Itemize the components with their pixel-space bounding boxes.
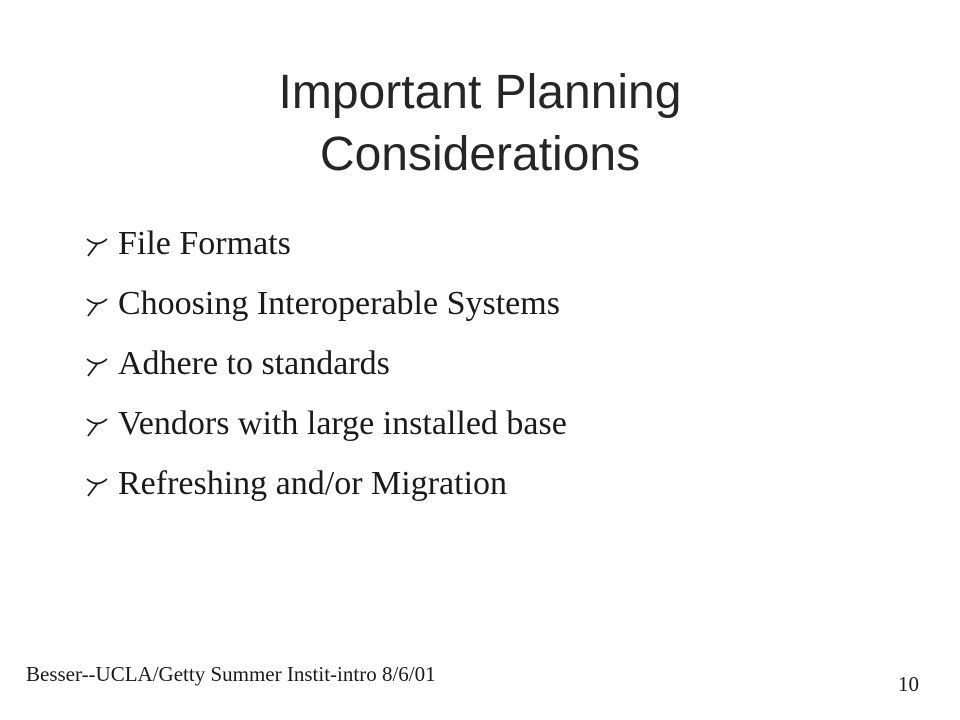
slide-title-line-1: Important Planning [278, 66, 682, 119]
curved-bullet-icon [84, 236, 110, 258]
bullet-item [84, 394, 904, 454]
curved-bullet-icon [84, 296, 110, 318]
bullet-item [84, 274, 904, 334]
bullet-text: File Formats [118, 225, 291, 262]
bullet-text: Vendors with large installed base [118, 405, 567, 442]
slide-title [120, 62, 840, 186]
bullet-item [84, 454, 904, 514]
slide-title-line-2: Considerations [319, 128, 641, 181]
curved-bullet-icon [84, 416, 110, 438]
bullet-text: Refreshing and/or Migration [118, 465, 508, 502]
curved-bullet-icon [84, 356, 110, 378]
curved-bullet-icon [84, 476, 110, 498]
bullet-list [84, 214, 904, 514]
bullet-text: Adhere to standards [118, 345, 390, 382]
page-number: 10 [898, 672, 919, 696]
bullet-item [84, 214, 904, 274]
bullet-text: Choosing Interoperable Systems [118, 285, 560, 322]
bullet-item [84, 334, 904, 394]
slide-footer: Besser--UCLA/Getty Summer Instit-intro 8/6/01 [26, 662, 436, 686]
